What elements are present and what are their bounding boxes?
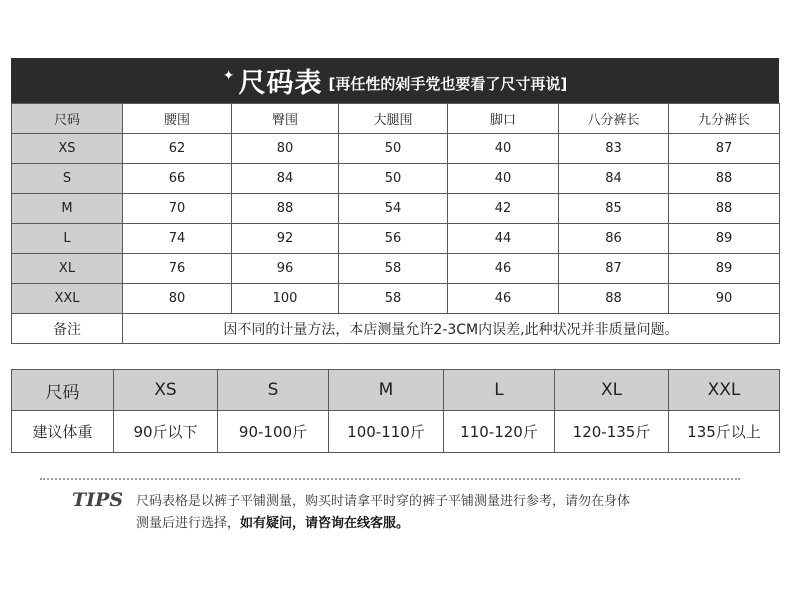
weight-cell: 90斤以下 [114, 411, 218, 453]
size-header-label: 尺码 [12, 370, 114, 411]
table-cell: 96 [232, 254, 339, 284]
table-cell: 92 [232, 224, 339, 254]
dotted-divider [40, 478, 740, 480]
table-cell: 50 [339, 164, 448, 194]
tips-line-2-bold: 如有疑问，请咨询在线客服。 [240, 516, 410, 531]
weight-cell: 120-135斤 [555, 411, 669, 453]
weight-cell: 110-120斤 [444, 411, 555, 453]
header-cell: 大腿围 [339, 104, 448, 134]
table-cell: 89 [669, 254, 780, 284]
table-cell: 58 [339, 284, 448, 314]
header-cell: 九分裤长 [669, 104, 780, 134]
size-label-cell: S [12, 164, 123, 194]
table-cell: 56 [339, 224, 448, 254]
table-cell: 89 [669, 224, 780, 254]
table-cell: 44 [448, 224, 559, 254]
table-cell: 83 [559, 134, 669, 164]
size-label-cell: L [12, 224, 123, 254]
table-cell: 80 [123, 284, 232, 314]
table-cell: 87 [669, 134, 780, 164]
table-cell: 40 [448, 164, 559, 194]
table-cell: 87 [559, 254, 669, 284]
banner-title: 尺码表 [238, 68, 323, 99]
table-cell: 80 [232, 134, 339, 164]
table-cell: 88 [232, 194, 339, 224]
table-cell: 66 [123, 164, 232, 194]
size-header-cell: M [329, 370, 444, 411]
note-label: 备注 [12, 314, 123, 344]
sparkle-icon: ✦ [222, 67, 235, 84]
note-row [12, 314, 780, 344]
table-row [12, 284, 780, 314]
size-table [11, 103, 780, 344]
table-cell: 62 [123, 134, 232, 164]
table-cell: 90 [669, 284, 780, 314]
header-cell: 脚口 [448, 104, 559, 134]
table-cell: 58 [339, 254, 448, 284]
size-label-cell: XXL [12, 284, 123, 314]
header-cell: 腰围 [123, 104, 232, 134]
tips-line-2 [136, 513, 746, 535]
weight-row [12, 411, 780, 453]
table-cell: 46 [448, 284, 559, 314]
table-cell: 76 [123, 254, 232, 284]
table-cell: 85 [559, 194, 669, 224]
table-cell: 84 [559, 164, 669, 194]
table-cell: 74 [123, 224, 232, 254]
weight-cell: 100-110斤 [329, 411, 444, 453]
header-cell: 八分裤长 [559, 104, 669, 134]
tips-label: TIPS [72, 489, 124, 511]
banner-subtitle: [再任性的剁手党也要看了尺寸再说] [328, 75, 568, 93]
table-cell: 88 [669, 194, 780, 224]
header-cell: 臀围 [232, 104, 339, 134]
table-cell: 88 [669, 164, 780, 194]
weight-cell: 135斤以上 [669, 411, 780, 453]
tips-line-1: 尺码表格是以裤子平铺测量，购买时请拿平时穿的裤子平铺测量进行参考，请勿在身体 [136, 494, 631, 509]
table-cell: 70 [123, 194, 232, 224]
tips-line-2-plain: 测量后进行选择， [136, 516, 241, 531]
size-header-cell: S [218, 370, 329, 411]
table-cell: 40 [448, 134, 559, 164]
table-row [12, 254, 780, 284]
table-row [12, 224, 780, 254]
weight-row-label: 建议体重 [12, 411, 114, 453]
size-table-header-row [12, 104, 780, 134]
table-cell: 50 [339, 134, 448, 164]
table-cell: 54 [339, 194, 448, 224]
size-header-cell: XXL [669, 370, 780, 411]
table-row [12, 194, 780, 224]
table-cell: 46 [448, 254, 559, 284]
size-label-cell: XS [12, 134, 123, 164]
table-cell: 100 [232, 284, 339, 314]
size-label-cell: XL [12, 254, 123, 284]
size-chart-banner [11, 58, 779, 103]
table-cell: 86 [559, 224, 669, 254]
table-row [12, 134, 780, 164]
table-cell: 84 [232, 164, 339, 194]
table-cell: 42 [448, 194, 559, 224]
size-header-cell: L [444, 370, 555, 411]
size-label-cell: M [12, 194, 123, 224]
size-header-cell: XS [114, 370, 218, 411]
tips-text [136, 491, 746, 535]
weight-table-header-row [12, 370, 780, 411]
table-cell: 88 [559, 284, 669, 314]
weight-cell: 90-100斤 [218, 411, 329, 453]
note-text: 因不同的计量方法，本店测量允许2-3CM内误差,此种状况并非质量问题。 [123, 314, 780, 344]
size-header-cell: XL [555, 370, 669, 411]
weight-table [11, 369, 780, 453]
table-row [12, 164, 780, 194]
header-cell: 尺码 [12, 104, 123, 134]
